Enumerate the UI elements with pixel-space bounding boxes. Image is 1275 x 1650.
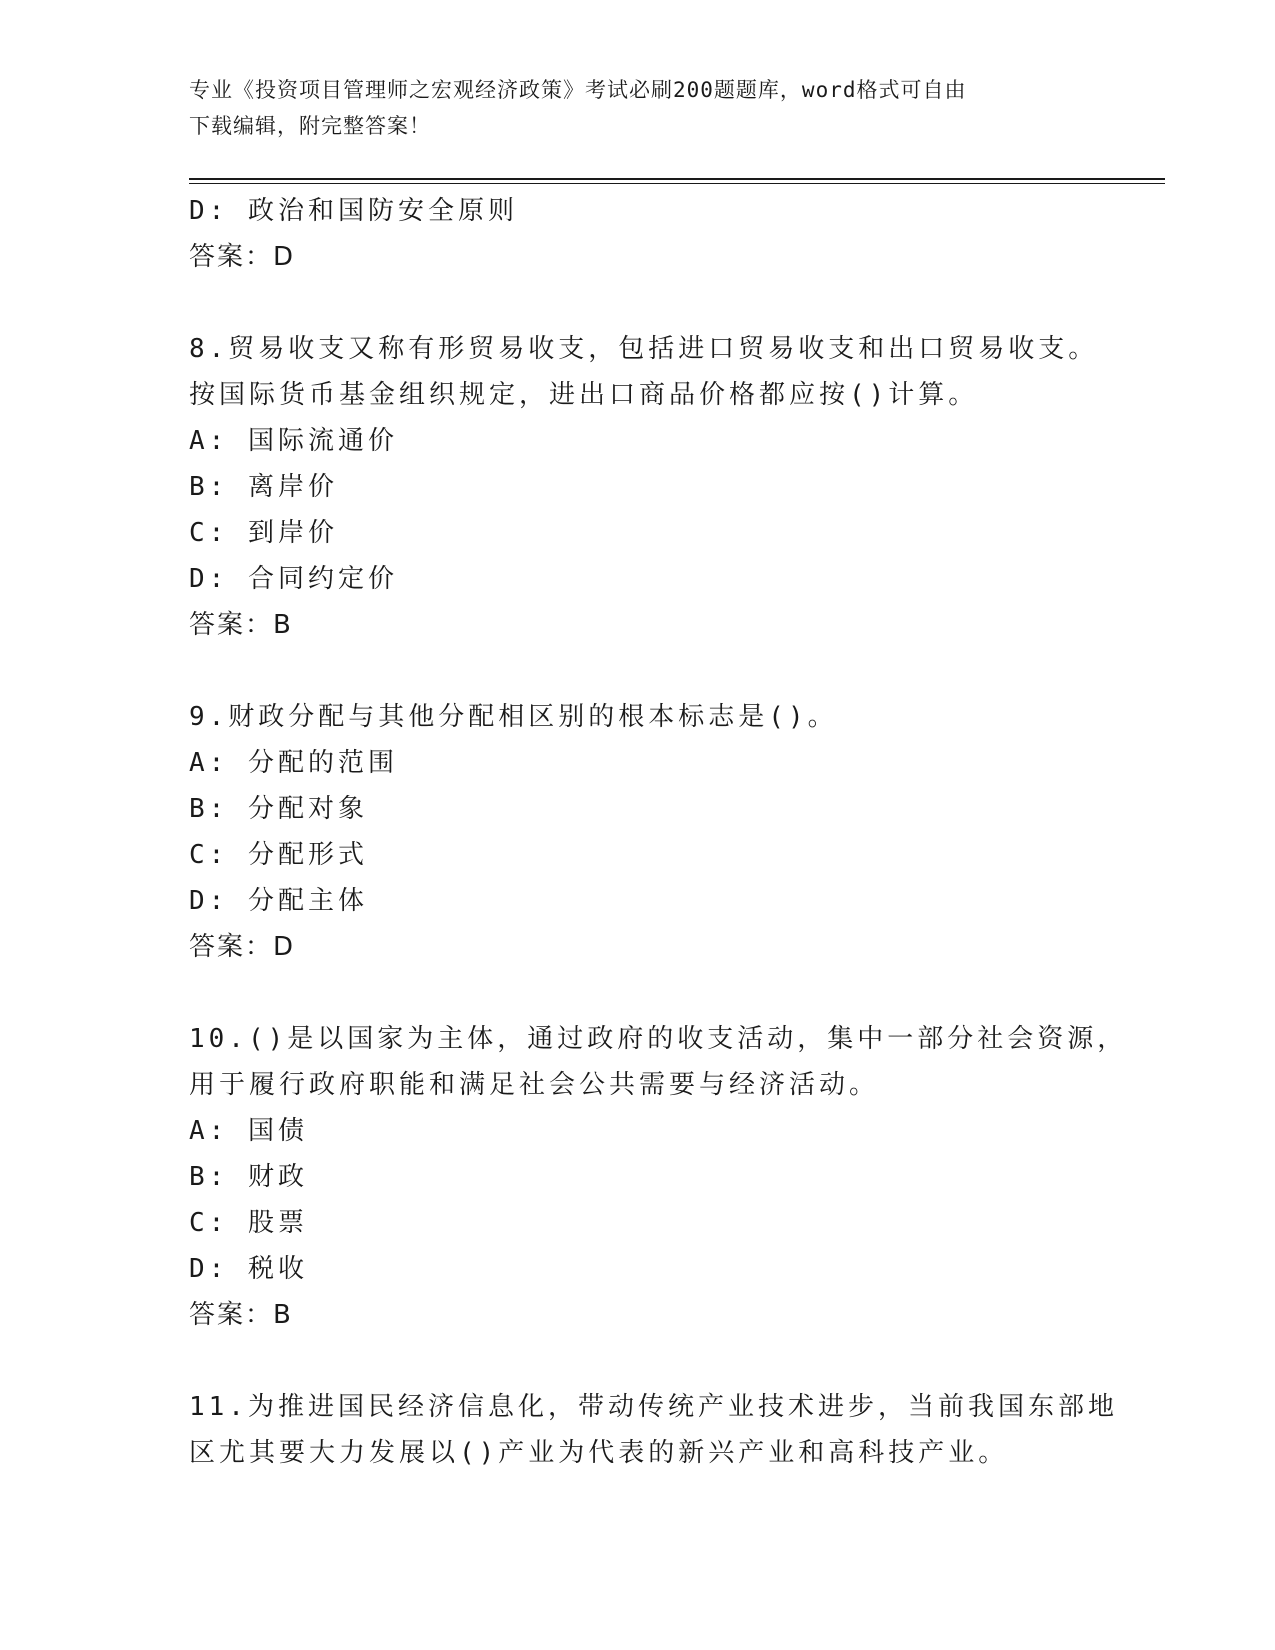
header-line-2: 下载编辑，附完整答案！: [189, 114, 431, 138]
answer-label: 答案：B: [189, 1300, 293, 1330]
question-block-11: [189, 1384, 1118, 1476]
document-header: [189, 72, 1089, 144]
option-a: A: 国债: [189, 1116, 308, 1146]
answer-label: 答案：D: [189, 242, 296, 272]
option-c: C: 分配形式: [189, 840, 368, 870]
question-list: [189, 188, 1128, 1476]
answer-label: 答案：D: [189, 932, 296, 962]
option-d: D: 合同约定价: [189, 564, 398, 594]
option-a: A: 分配的范围: [189, 748, 398, 778]
spacer: [189, 280, 1089, 326]
question-block-prev: [189, 188, 1089, 280]
question-text-line-2: 区尤其要大力发展以()产业为代表的新兴产业和高科技产业。: [189, 1438, 1009, 1468]
question-text-line-1: 9.财政分配与其他分配相区别的根本标志是()。: [189, 702, 838, 732]
option-b: B: 财政: [189, 1162, 308, 1192]
question-block-8: [189, 326, 1099, 648]
option-c: C: 到岸价: [189, 518, 338, 548]
option-d: D: 分配主体: [189, 886, 368, 916]
question-block-9: [189, 694, 1089, 970]
option-a: A: 国际流通价: [189, 426, 398, 456]
spacer: [189, 970, 1089, 1016]
header-divider-thick: [189, 178, 1165, 180]
option-d: D: 税收: [189, 1254, 308, 1284]
header-line-1: 专业《投资项目管理师之宏观经济政策》考试必刷200题题库，word格式可自由: [189, 78, 967, 102]
question-block-10: [189, 1016, 1128, 1338]
question-text-line-1: 10.()是以国家为主体，通过政府的收支活动，集中一部分社会资源，: [189, 1024, 1128, 1054]
answer-label: 答案：B: [189, 610, 293, 640]
header-divider-thin: [189, 183, 1165, 184]
option-c: C: 股票: [189, 1208, 308, 1238]
option-b: B: 离岸价: [189, 472, 338, 502]
option-b: B: 分配对象: [189, 794, 368, 824]
spacer: [189, 648, 1089, 694]
question-text-line-1: 8.贸易收支又称有形贸易收支，包括进口贸易收支和出口贸易收支。: [189, 334, 1099, 364]
question-text-line-2: 用于履行政府职能和满足社会公共需要与经济活动。: [189, 1070, 880, 1100]
spacer: [189, 1338, 1089, 1384]
question-text-line-2: 按国际货币基金组织规定，进出口商品价格都应按()计算。: [189, 380, 979, 410]
question-text-line-1: 11.为推进国民经济信息化，带动传统产业技术进步，当前我国东部地: [189, 1392, 1118, 1422]
option-d: D: 政治和国防安全原则: [189, 196, 518, 226]
